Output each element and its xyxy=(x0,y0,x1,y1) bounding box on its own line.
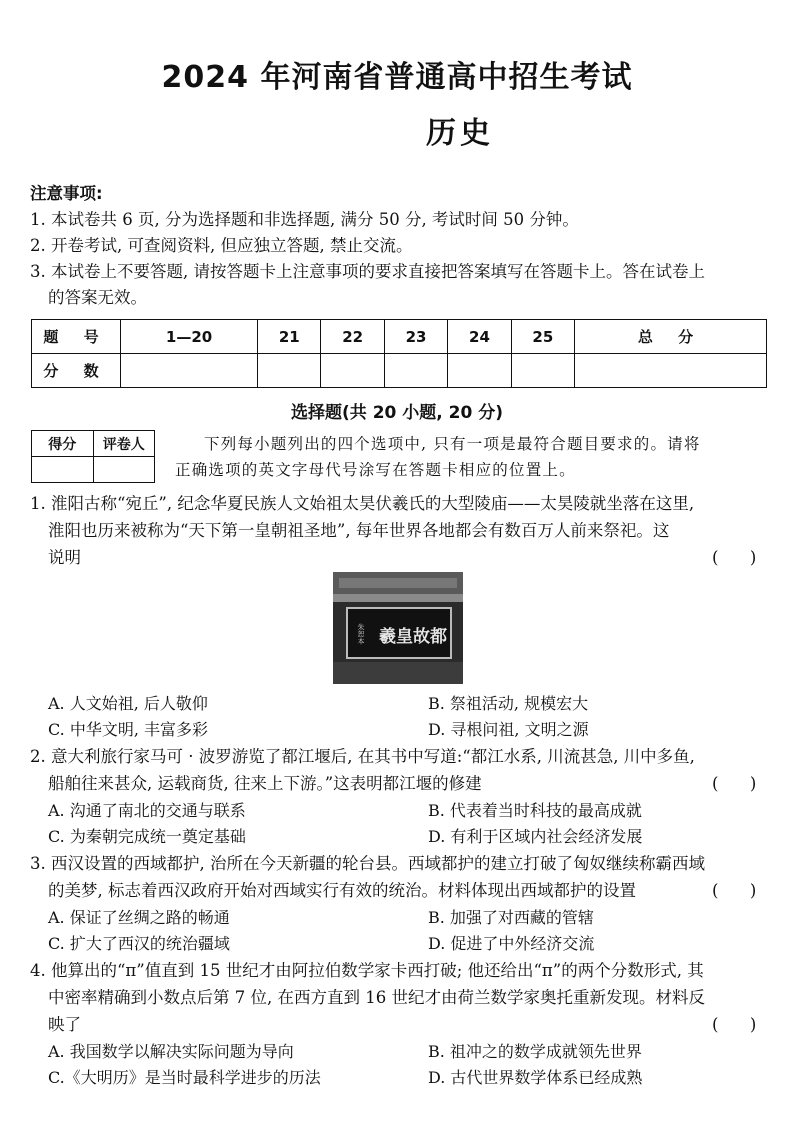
question-1-text: 说明 xyxy=(48,548,81,567)
score-blank-cell xyxy=(575,354,767,388)
score-blank-cell xyxy=(511,354,574,388)
grader-header: 得分 xyxy=(32,431,94,457)
option-c: C. 扩大了西汉的统治疆域 xyxy=(48,934,230,953)
notice-item: 2. 开卷考试, 可查阅资料, 但应独立答题, 禁止交流。 xyxy=(30,236,413,255)
plaque-photo xyxy=(333,572,463,684)
score-table-cell: 24 xyxy=(448,320,511,354)
score-blank-cell xyxy=(384,354,447,388)
option-b: B. 加强了对西藏的管辖 xyxy=(428,908,594,927)
score-table-cell: 分 数 xyxy=(32,354,121,388)
score-table-cell: 1—20 xyxy=(121,320,258,354)
score-table-cell: 总 分 xyxy=(575,320,767,354)
plaque-text: 羲皇故都 xyxy=(379,627,447,647)
score-blank-cell xyxy=(448,354,511,388)
score-table xyxy=(31,319,767,388)
plaque-photo-drawing xyxy=(333,572,463,684)
score-table-cell: 22 xyxy=(321,320,384,354)
answer-paren: ( ) xyxy=(712,774,757,793)
score-table-score-row xyxy=(32,354,767,388)
option-b: B. 代表着当时科技的最高成就 xyxy=(428,801,642,820)
grader-blank-cell xyxy=(32,457,94,483)
option-a: A. 沟通了南北的交通与联系 xyxy=(48,801,246,820)
score-table-header-row xyxy=(32,320,767,354)
answer-paren: ( ) xyxy=(712,1015,757,1034)
question-1-text: 淮阳也历来被称为“天下第一皇朝祖圣地”, 每年世界各地都会有数百万人前来祭祀。这 xyxy=(48,521,670,540)
subject-title: 历史 xyxy=(426,116,494,151)
option-b: B. 祭祖活动, 规模宏大 xyxy=(428,694,589,713)
grader-blank-cell xyxy=(93,457,155,483)
option-d: D. 有利于区域内社会经济发展 xyxy=(428,827,643,846)
option-d: D. 促进了中外经济交流 xyxy=(428,934,595,953)
notice-item: 1. 本试卷共 6 页, 分为选择题和非选择题, 满分 50 分, 考试时间 50 分钟。 xyxy=(30,210,579,229)
option-b: B. 祖冲之的数学成就领先世界 xyxy=(428,1042,642,1061)
question-3-text: 的美梦, 标志着西汉政府开始对西域实行有效的统治。材料体现出西域都护的设置 xyxy=(48,881,636,900)
section-title: 选择题(共 20 小题, 20 分) xyxy=(291,403,503,423)
answer-paren: ( ) xyxy=(712,881,757,900)
score-table-cell: 21 xyxy=(258,320,321,354)
option-c: C. 为秦朝完成统一奠定基础 xyxy=(48,827,246,846)
question-4-text: 4. 他算出的“π”值直到 15 世纪才由阿拉伯数学家卡西打破; 他还给出“π”的两个分数形式, 其 xyxy=(30,961,704,980)
question-2-text: 2. 意大利旅行家马可 · 波罗游览了都江堰后, 在其书中写道:“都江水系, 川流甚急, 川中多鱼, xyxy=(30,747,695,766)
exam-title: 2024 年河南省普通高中招生考试 xyxy=(161,60,633,95)
notice-item: 的答案无效。 xyxy=(48,288,147,307)
question-4-text: 映了 xyxy=(48,1015,81,1034)
section-instructions: 下列每小题列出的四个选项中, 只有一项是最符合题目要求的。请将 xyxy=(204,435,701,453)
option-a: A. 人文始祖, 后人敬仰 xyxy=(48,694,208,713)
score-blank-cell xyxy=(258,354,321,388)
answer-paren: ( ) xyxy=(712,548,757,567)
option-a: A. 我国数学以解决实际问题为导向 xyxy=(48,1042,294,1061)
score-table-cell: 23 xyxy=(384,320,447,354)
plaque-side-text: 朱恕本 xyxy=(357,623,365,645)
score-table-cell: 题 号 xyxy=(32,320,121,354)
question-2-text: 船舶往来甚众, 运载商货, 往来上下游。”这表明都江堰的修建 xyxy=(48,774,482,793)
score-blank-cell xyxy=(321,354,384,388)
option-d: D. 古代世界数学体系已经成熟 xyxy=(428,1068,643,1087)
option-a: A. 保证了丝绸之路的畅通 xyxy=(48,908,230,927)
question-4-text: 中密率精确到小数点后第 7 位, 在西方直到 16 世纪才由荷兰数学家奥托重新发现。材料反 xyxy=(48,988,705,1007)
question-1-text: 1. 淮阳古称“宛丘”, 纪念华夏民族人文始祖太昊伏羲氏的大型陵庙——太昊陵就坐落在这里, xyxy=(30,494,695,513)
option-c: C.《大明历》是当时最科学进步的历法 xyxy=(48,1068,321,1087)
option-d: D. 寻根问祖, 文明之源 xyxy=(428,720,589,739)
question-3-text: 3. 西汉设置的西域都护, 治所在今天新疆的轮台县。西域都护的建立打破了匈奴继续称霸西域 xyxy=(30,854,705,873)
notice-item: 3. 本试卷上不要答题, 请按答题卡上注意事项的要求直接把答案填写在答题卡上。答在试卷上 xyxy=(30,262,705,281)
score-blank-cell xyxy=(121,354,258,388)
section-instructions: 正确选项的英文字母代号涂写在答题卡相应的位置上。 xyxy=(175,461,576,479)
notice-heading: 注意事项: xyxy=(30,184,103,203)
score-table-cell: 25 xyxy=(511,320,574,354)
option-c: C. 中华文明, 丰富多彩 xyxy=(48,720,209,739)
grader-header: 评卷人 xyxy=(93,431,155,457)
grader-table xyxy=(31,430,155,483)
